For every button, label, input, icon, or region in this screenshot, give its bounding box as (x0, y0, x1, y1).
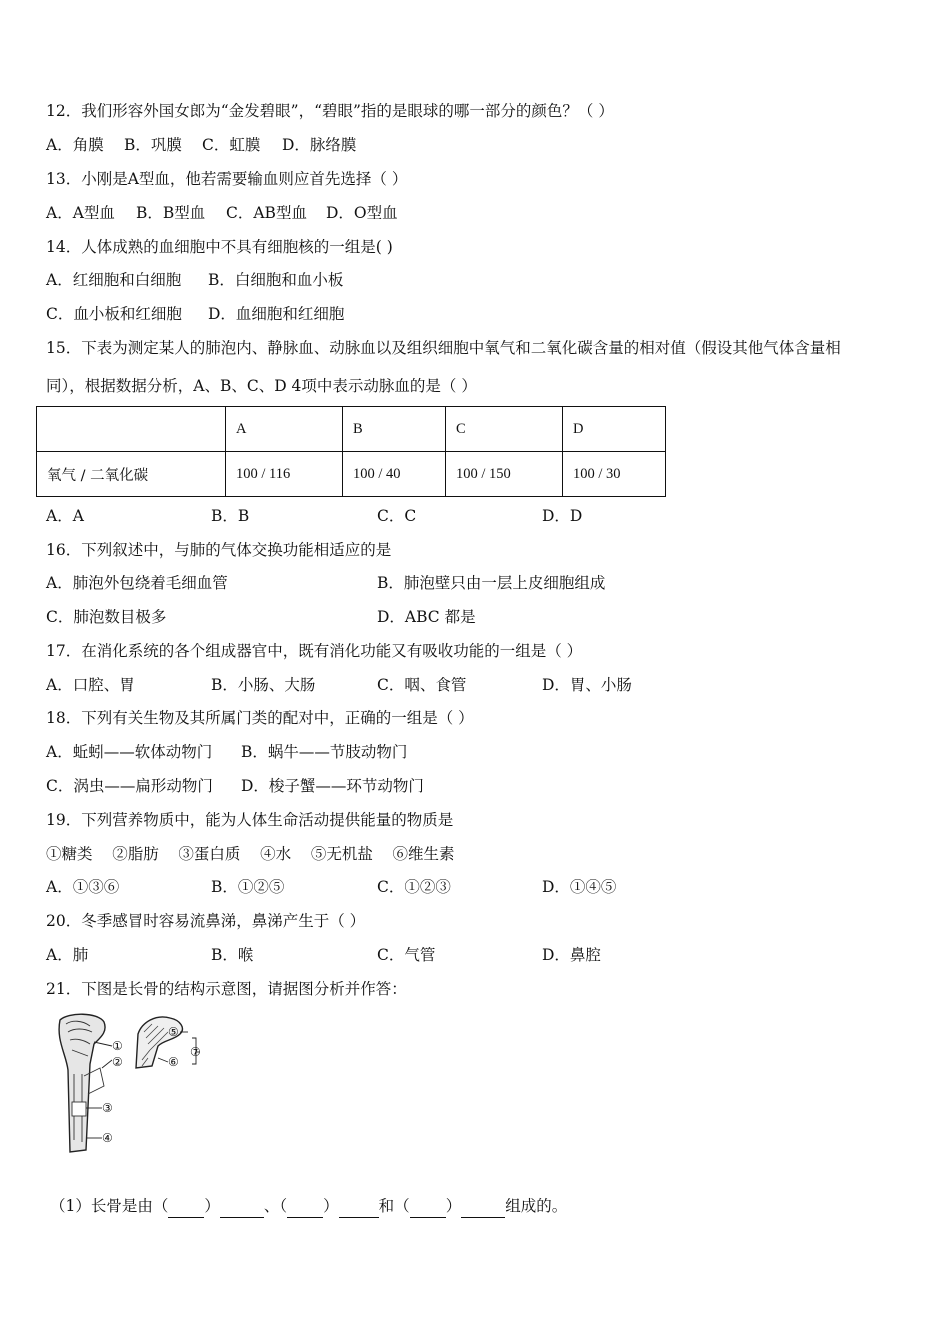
blank-1-name[interactable] (220, 1195, 264, 1218)
blank-3-number[interactable] (410, 1195, 446, 1218)
q15-option-b[interactable]: B．B (211, 507, 250, 525)
q12-option-b[interactable]: B．巩膜 (124, 136, 182, 154)
q20-stem: 20．冬季感冒时容易流鼻涕，鼻涕产生于（ ） (46, 912, 366, 930)
q18-option-b[interactable]: B．蜗牛——节肢动物门 (241, 743, 408, 761)
q20-option-d[interactable]: D．鼻腔 (542, 946, 601, 964)
table-header-cell: A (226, 407, 343, 452)
q21-sub1 (50, 1195, 567, 1218)
table-cell: 100 / 40 (343, 452, 446, 497)
table-cell: 氧气 / 二氧化碳 (37, 452, 226, 497)
q21-sub1-sep2: 和（ (378, 1197, 410, 1215)
label-5: ⑤ (168, 1025, 179, 1039)
label-2: ② (112, 1055, 123, 1069)
q12-option-c[interactable]: C．虹膜 (202, 136, 261, 154)
q17-option-b[interactable]: B．小肠、大肠 (211, 676, 316, 694)
q13-stem: 13．小刚是A型血，他若需要输血则应首先选择（ ） (46, 170, 408, 188)
table-header-cell: D (563, 407, 666, 452)
q15-data-table (36, 406, 666, 497)
table-cell: 100 / 150 (446, 452, 563, 497)
blank-2-name[interactable] (339, 1195, 379, 1218)
q19-option-a[interactable]: A．①③⑥ (46, 878, 120, 896)
q16-stem: 16．下列叙述中，与肺的气体交换功能相适应的是 (46, 541, 392, 559)
q21-sub1-mid3: ） (445, 1197, 462, 1215)
q18-option-d[interactable]: D．梭子蟹——环节动物门 (241, 777, 424, 795)
q17-option-d[interactable]: D．胃、小肠 (542, 676, 632, 694)
q21-sub1-suffix: 组成的。 (505, 1197, 568, 1215)
blank-2-number[interactable] (287, 1195, 323, 1218)
q14-option-a[interactable]: A．红细胞和白细胞 (46, 271, 182, 289)
q12-option-a[interactable]: A．角膜 (46, 136, 104, 154)
table-header-cell: B (343, 407, 446, 452)
q21-stem: 21．下图是长骨的结构示意图，请据图分析并作答： (46, 980, 407, 998)
q14-option-d[interactable]: D．血细胞和红细胞 (208, 305, 345, 323)
table-header-cell: C (446, 407, 563, 452)
q21-sub1-mid1: ） (204, 1197, 220, 1215)
q13-option-d[interactable]: D．O型血 (326, 204, 398, 222)
blank-1-number[interactable] (168, 1195, 204, 1218)
q19-option-c[interactable]: C．①②③ (377, 878, 451, 896)
q21-sub1-prefix: （1）长骨是由（ (50, 1197, 169, 1215)
long-bone-diagram (46, 1010, 206, 1160)
q15-option-d[interactable]: D．D (542, 507, 583, 525)
q17-option-c[interactable]: C．咽、食管 (377, 676, 467, 694)
q13-option-c[interactable]: C．AB型血 (226, 204, 307, 222)
q15-stem-line2: 同），根据数据分析，A、B、C、D 4项中表示动脉血的是（ ） (46, 377, 477, 395)
q20-option-b[interactable]: B．喉 (211, 946, 254, 964)
q15-option-a[interactable]: A．A (46, 507, 84, 525)
table-header-row (37, 407, 666, 452)
q17-stem: 17．在消化系统的各个组成器官中，既有消化功能又有吸收功能的一组是（ ） (46, 642, 583, 660)
q18-option-c[interactable]: C．涡虫——扁形动物门 (46, 777, 213, 795)
q12-option-d[interactable]: D．脉络膜 (282, 136, 357, 154)
table-row (37, 452, 666, 497)
q16-option-c[interactable]: C．肺泡数目极多 (46, 608, 167, 626)
q15-stem-line1: 15．下表为测定某人的肺泡内、静脉血、动脉血以及组织细胞中氧气和二氧化碳含量的相对值（假设其他气体含量相 (46, 339, 841, 357)
q18-option-a[interactable]: A．蚯蚓——软体动物门 (46, 743, 213, 761)
q21-sub1-mid2: ） (323, 1197, 339, 1215)
q12-stem: 12．我们形容外国女郎为“金发碧眼”，“碧眼”指的是眼球的哪一部分的颜色？（ ） (46, 102, 614, 120)
q13-option-b[interactable]: B．B型血 (136, 204, 206, 222)
table-header-cell (37, 407, 226, 452)
q13-option-a[interactable]: A．A型血 (46, 204, 115, 222)
label-6: ⑥ (168, 1055, 179, 1069)
label-4: ④ (102, 1131, 113, 1145)
q14-option-c[interactable]: C．血小板和红细胞 (46, 305, 182, 323)
q16-option-a[interactable]: A．肺泡外包绕着毛细血管 (46, 574, 228, 592)
q18-stem: 18．下列有关生物及其所属门类的配对中，正确的一组是（ ） (46, 709, 474, 727)
label-7: ⑦ (190, 1045, 201, 1059)
q16-option-b[interactable]: B．肺泡壁只由一层上皮细胞组成 (377, 574, 606, 592)
label-3: ③ (102, 1101, 113, 1115)
q21-sub1-sep1: 、（ (263, 1197, 288, 1215)
blank-3-name[interactable] (461, 1195, 505, 1218)
q14-stem: 14．人体成熟的血细胞中不具有细胞核的一组是( ) (46, 238, 393, 256)
q20-option-c[interactable]: C．气管 (377, 946, 436, 964)
q15-option-c[interactable]: C．C (377, 507, 417, 525)
q14-option-b[interactable]: B．白细胞和血小板 (208, 271, 344, 289)
q20-option-a[interactable]: A．肺 (46, 946, 89, 964)
table-cell: 100 / 116 (226, 452, 343, 497)
q19-items: ①糖类 ②脂肪 ③蛋白质 ④水 ⑤无机盐 ⑥维生素 (46, 845, 455, 863)
label-1: ① (112, 1039, 123, 1053)
q19-option-d[interactable]: D．①④⑤ (542, 878, 617, 896)
q17-option-a[interactable]: A．口腔、胃 (46, 676, 135, 694)
q19-stem: 19．下列营养物质中，能为人体生命活动提供能量的物质是 (46, 811, 454, 829)
table-cell: 100 / 30 (563, 452, 666, 497)
q16-option-d[interactable]: D．ABC 都是 (377, 608, 476, 626)
q19-option-b[interactable]: B．①②⑤ (211, 878, 285, 896)
